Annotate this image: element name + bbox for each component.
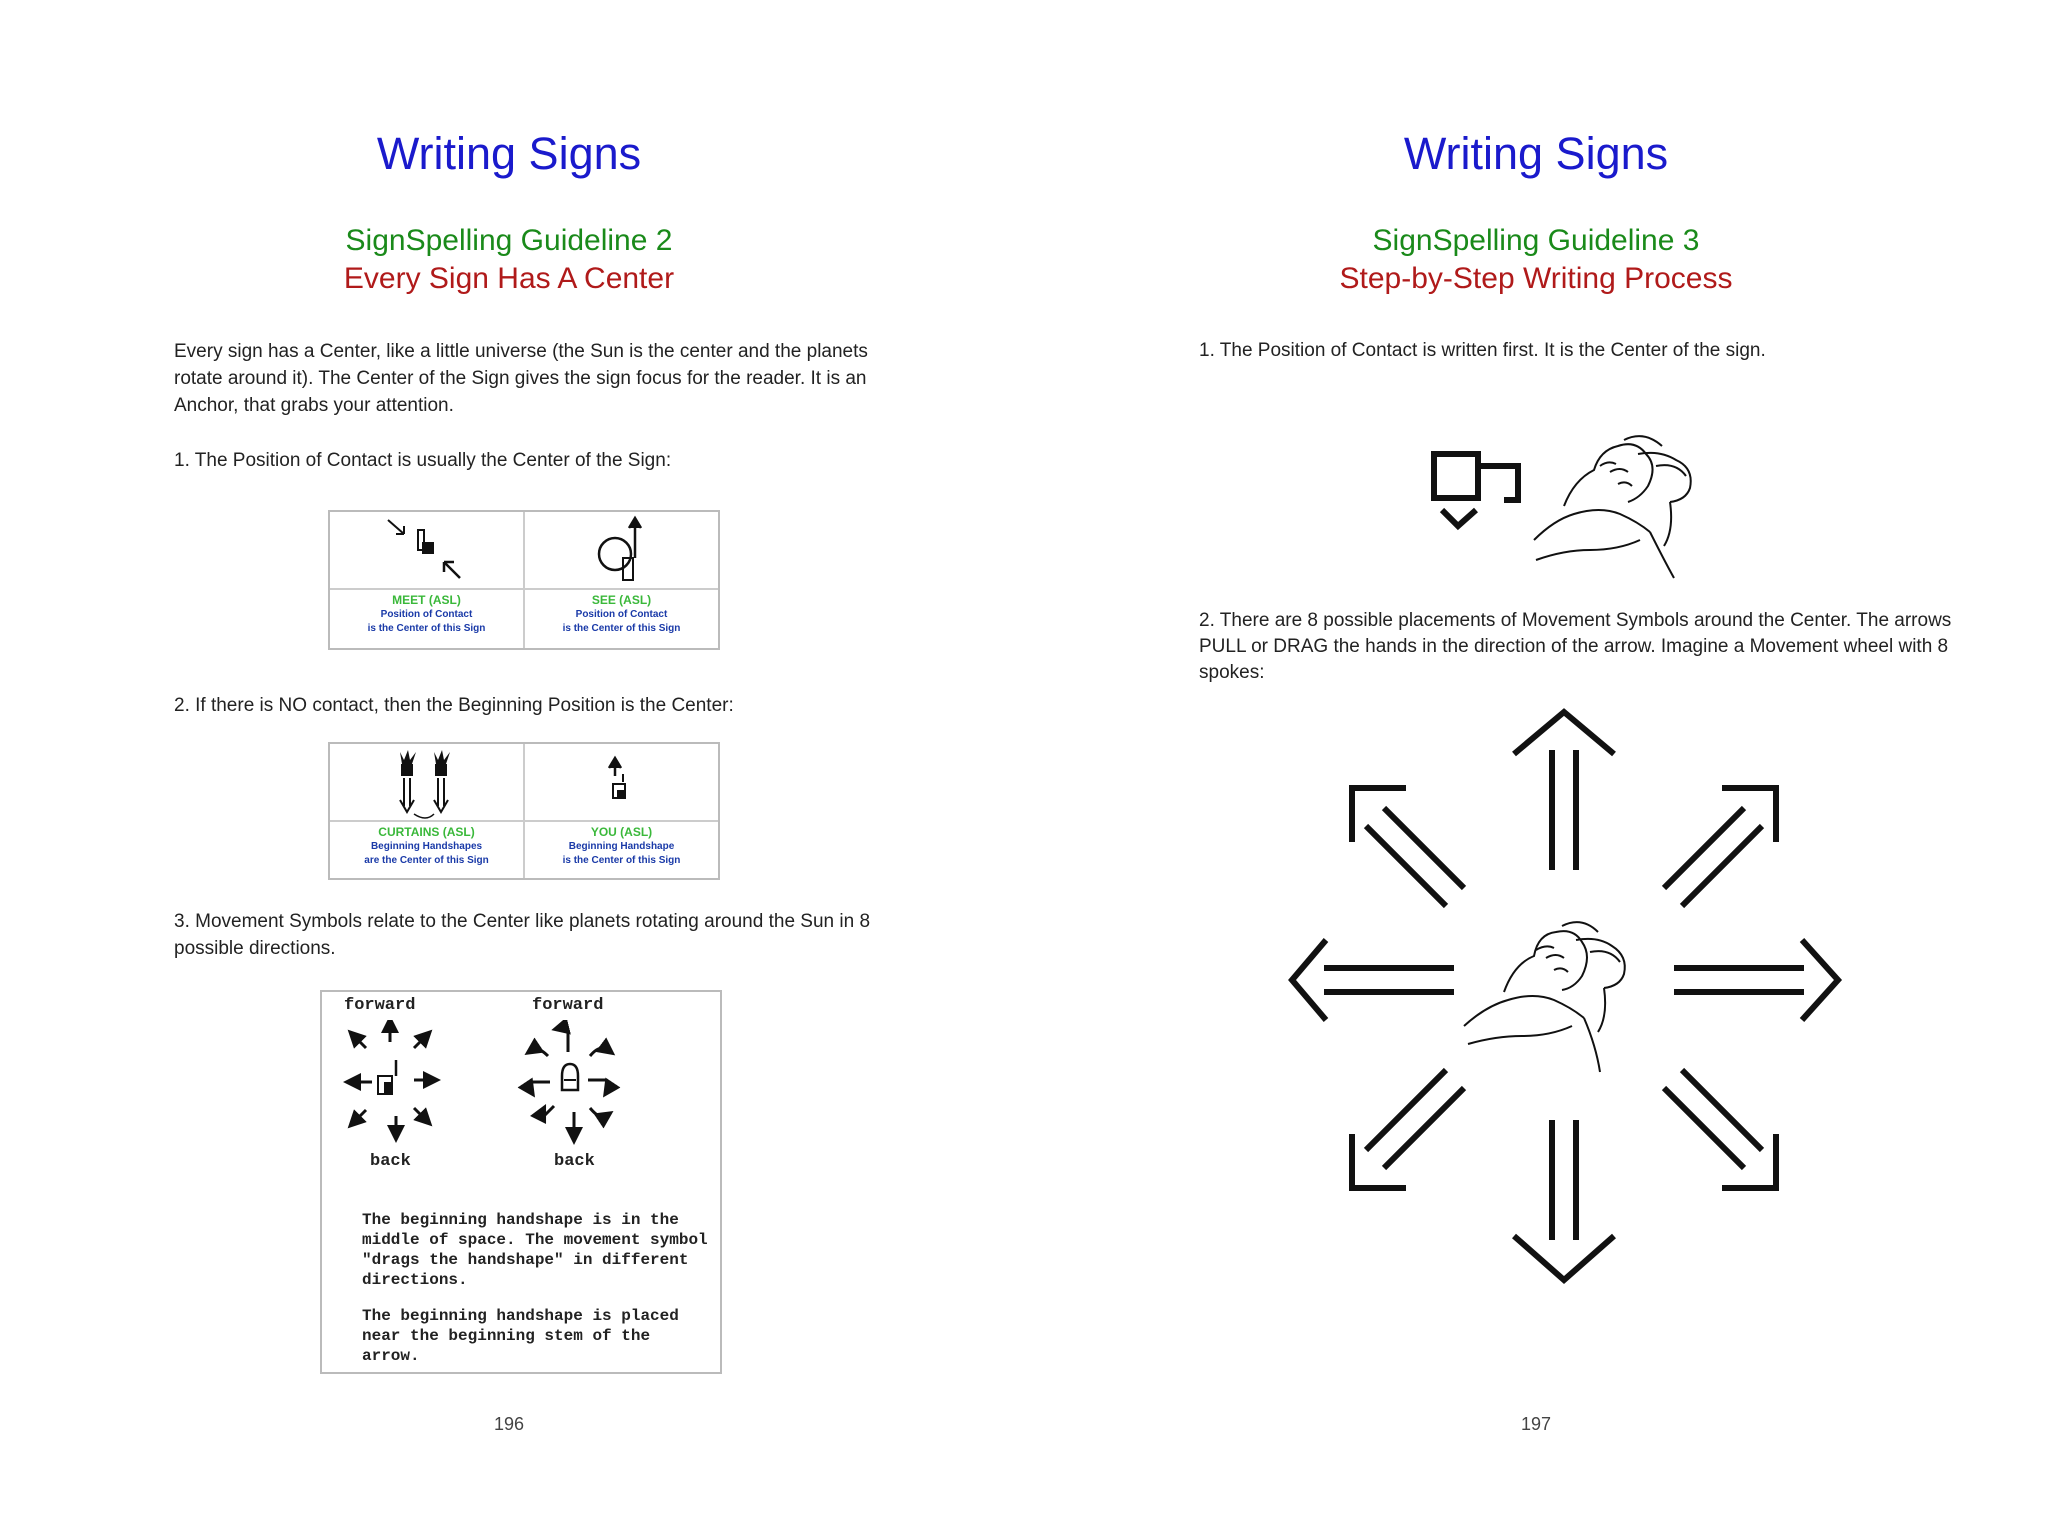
example-cell xyxy=(525,512,718,648)
example-desc: is the Center of this Sign xyxy=(562,855,681,866)
example-desc: Position of Contact xyxy=(380,609,473,620)
example-cell xyxy=(525,744,718,878)
intro-paragraph: Every sign has a Center, like a little universe (the Sun is the center and the planets rotate around it). The Center of the Sign gives the sign focus for the reader. It is an Anchor, that grabs your attention. xyxy=(174,341,868,416)
arrow-up-icon xyxy=(1514,712,1614,870)
example-cell xyxy=(330,744,525,878)
page-title: Writing Signs xyxy=(1403,128,1669,179)
page-number: 197 xyxy=(1520,1414,1552,1434)
movement-diagram-box xyxy=(320,990,722,1374)
hands-icon xyxy=(1464,922,1625,1072)
arrow-left-icon xyxy=(1292,940,1454,1020)
example-desc: is the Center of this Sign xyxy=(562,623,681,634)
see-sign-glyph xyxy=(525,512,718,590)
page-title: Writing Signs xyxy=(376,128,642,179)
arrow-up-left-icon xyxy=(1352,788,1464,906)
example-desc: Position of Contact xyxy=(575,609,668,620)
example-cell xyxy=(330,512,525,648)
example-name: YOU (ASL) xyxy=(590,825,653,839)
guideline-label: SignSpelling Guideline 3 xyxy=(1372,224,1700,257)
arrow-down-icon xyxy=(1514,1120,1614,1280)
arrow-down-right-icon xyxy=(1664,1070,1776,1188)
guideline-heading: Step-by-Step Writing Process xyxy=(1339,262,1733,295)
example-name: CURTAINS (ASL) xyxy=(378,825,475,839)
arrow-down-left-icon xyxy=(1352,1070,1464,1188)
example-desc: Beginning Handshapes xyxy=(370,841,483,852)
contact-symbol-icon xyxy=(1434,454,1518,526)
point-2: 2. There are 8 possible placements of Movement Symbols around the Center. The arrows PULL or DRAG the hands in the direction of the arrow. Imagine a Movement wheel with 8 spokes: xyxy=(1199,610,1952,683)
forward-label: forward xyxy=(344,996,416,1015)
page-number: 196 xyxy=(493,1414,525,1434)
example-name: SEE (ASL) xyxy=(591,593,652,607)
right-page xyxy=(1024,0,2048,1536)
you-sign-glyph xyxy=(525,744,718,822)
hands-icon xyxy=(1534,436,1691,578)
example-desc: are the Center of this Sign xyxy=(364,855,489,866)
back-label: back xyxy=(370,1152,411,1171)
curtains-sign-glyph xyxy=(330,744,523,822)
contact-examples-table xyxy=(328,510,720,650)
example-desc: Beginning Handshape xyxy=(568,841,675,852)
movement-note-1: The beginning handshape is in the middle of space. The movement symbol "drags the handshape" in different directions. xyxy=(362,1211,708,1289)
point-3: 3. Movement Symbols relate to the Center like planets rotating around the Sun in 8 possible directions. xyxy=(174,911,871,959)
arrow-right-icon xyxy=(1674,940,1838,1020)
back-label: back xyxy=(554,1152,595,1171)
meet-sign-glyph xyxy=(330,512,523,590)
movement-directions-glyph xyxy=(328,1020,712,1148)
movement-wheel xyxy=(1264,700,1864,1300)
arrow-up-right-icon xyxy=(1664,788,1776,906)
example-desc: is the Center of this Sign xyxy=(367,623,486,634)
guideline-label: SignSpelling Guideline 2 xyxy=(345,224,673,257)
example-name: MEET (ASL) xyxy=(392,593,461,607)
movement-note-2: The beginning handshape is placed near the beginning stem of the arrow. xyxy=(362,1307,679,1365)
point-1: 1. The Position of Contact is written first. It is the Center of the sign. xyxy=(1199,340,1766,361)
point-2: 2. If there is NO contact, then the Beginning Position is the Center: xyxy=(174,695,734,716)
contact-symbol-and-hands xyxy=(1424,410,1764,590)
point-1: 1. The Position of Contact is usually the Center of the Sign: xyxy=(174,450,672,471)
beginning-examples-table xyxy=(328,742,720,880)
forward-label: forward xyxy=(532,996,604,1015)
guideline-heading: Every Sign Has A Center xyxy=(343,262,675,295)
